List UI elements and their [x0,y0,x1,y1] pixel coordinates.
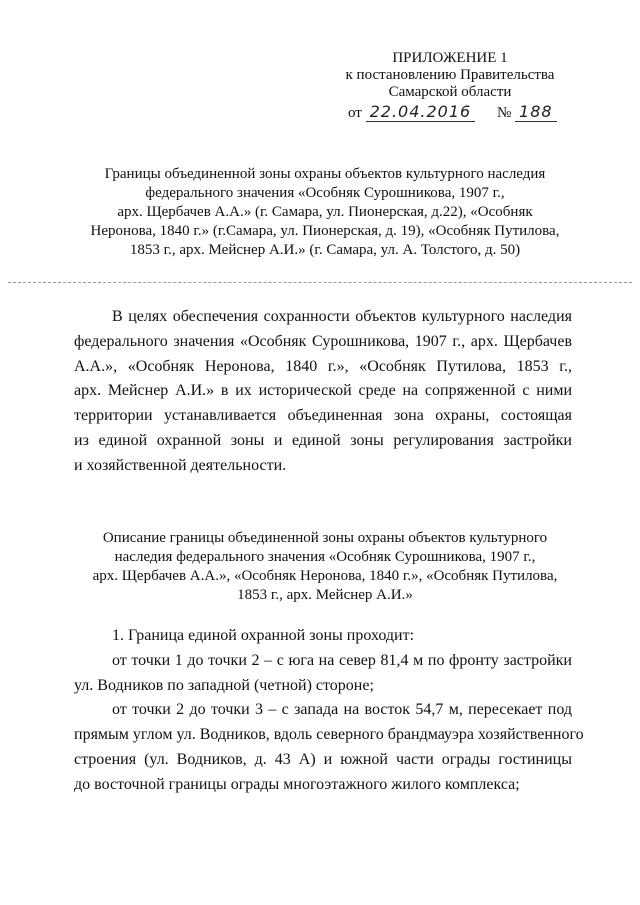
appendix-line-3: Самарской области [388,84,512,100]
section-1 [74,624,584,798]
paragraph-line: от точки 1 до точки 2 – с юга на север 81,4 м по фронту застройки [112,651,572,669]
title-line: Неронова, 1840 г.» (г.Самара, ул. Пионерская, д. 19), «Особняк Путилова, [90,223,560,239]
paragraph-line: ул. Водников по западной (четной) стороне; [74,676,374,694]
paragraph-line: А.А.», «Особняк Неронова, 1840 г.», «Особняк Путилова, 1853 г., [74,357,572,375]
appendix-header [330,50,570,101]
appendix-line-2: к постановлению Правительства [345,67,555,83]
number-label: № [496,105,512,121]
intro-paragraph [74,305,572,479]
paragraph-line: В целях обеспечения сохранности объектов культурного наследия [112,308,572,325]
paragraph-line: из единой охранной зоны и единой зоны регулирования застройки [74,431,572,449]
paragraph-line: и хозяйственной деятельности. [74,456,287,474]
paragraph-line: территории устанавливается объединенная зона охраны, состоящая [74,407,572,425]
subtitle-line: арх. Щербачев А.А.», «Особняк Неронова, 1840 г.», «Особняк Путилова, [92,568,558,584]
title-line: 1853 г., арх. Мейснер А.И.» (г. Самара, ул. А. Толстого, д. 50) [129,242,521,258]
paragraph-line: до восточной границы ограды многоэтажного жилого комплекса; [74,775,520,793]
description-title [60,529,590,605]
subtitle-line: Описание границы объединенной зоны охраны объектов культурного [102,530,548,546]
title-line: Границы объединенной зоны охраны объектов культурного наследия [104,166,546,182]
paragraph-line: строения (ул. Водников, д. 43 А) и южной части ограды гостиницы [74,750,572,768]
subtitle-line: наследия федерального значения «Особняк Сурошникова, 1907 г., [114,549,536,565]
title-line: арх. Щербачев А.А.» (г. Самара, ул. Пионерская, д.22), «Особняк [117,204,533,220]
handwritten-date: 22.04.2016 [366,102,476,122]
handwritten-number: 188 [515,102,557,122]
paragraph-line: от точки 2 до точки 3 – с запада на восток 54,7 м, пересекает под [112,701,572,719]
subtitle-line: 1853 г., арх. Мейснер А.И.» [237,587,413,603]
paragraph-line: арх. Мейснер А.И.» в их исторической среде на сопряженной с ними [74,382,572,400]
appendix-date-number [348,102,557,122]
title-line: федерального значения «Особняк Сурошникова, 1907 г., [145,185,505,201]
scan-divider [8,282,632,283]
paragraph-line: прямым углом ул. Водников, вдоль северного брандмауэра хозяйственного [74,726,584,744]
appendix-title: ПРИЛОЖЕНИЕ 1 [392,50,508,66]
paragraph-line: федерального значения «Особняк Сурошникова, 1907 г., арх. Щербачев [74,332,572,350]
document-title [60,165,590,260]
section-heading: 1. Граница единой охранной зоны проходит: [112,627,415,644]
from-label: от [348,105,362,121]
